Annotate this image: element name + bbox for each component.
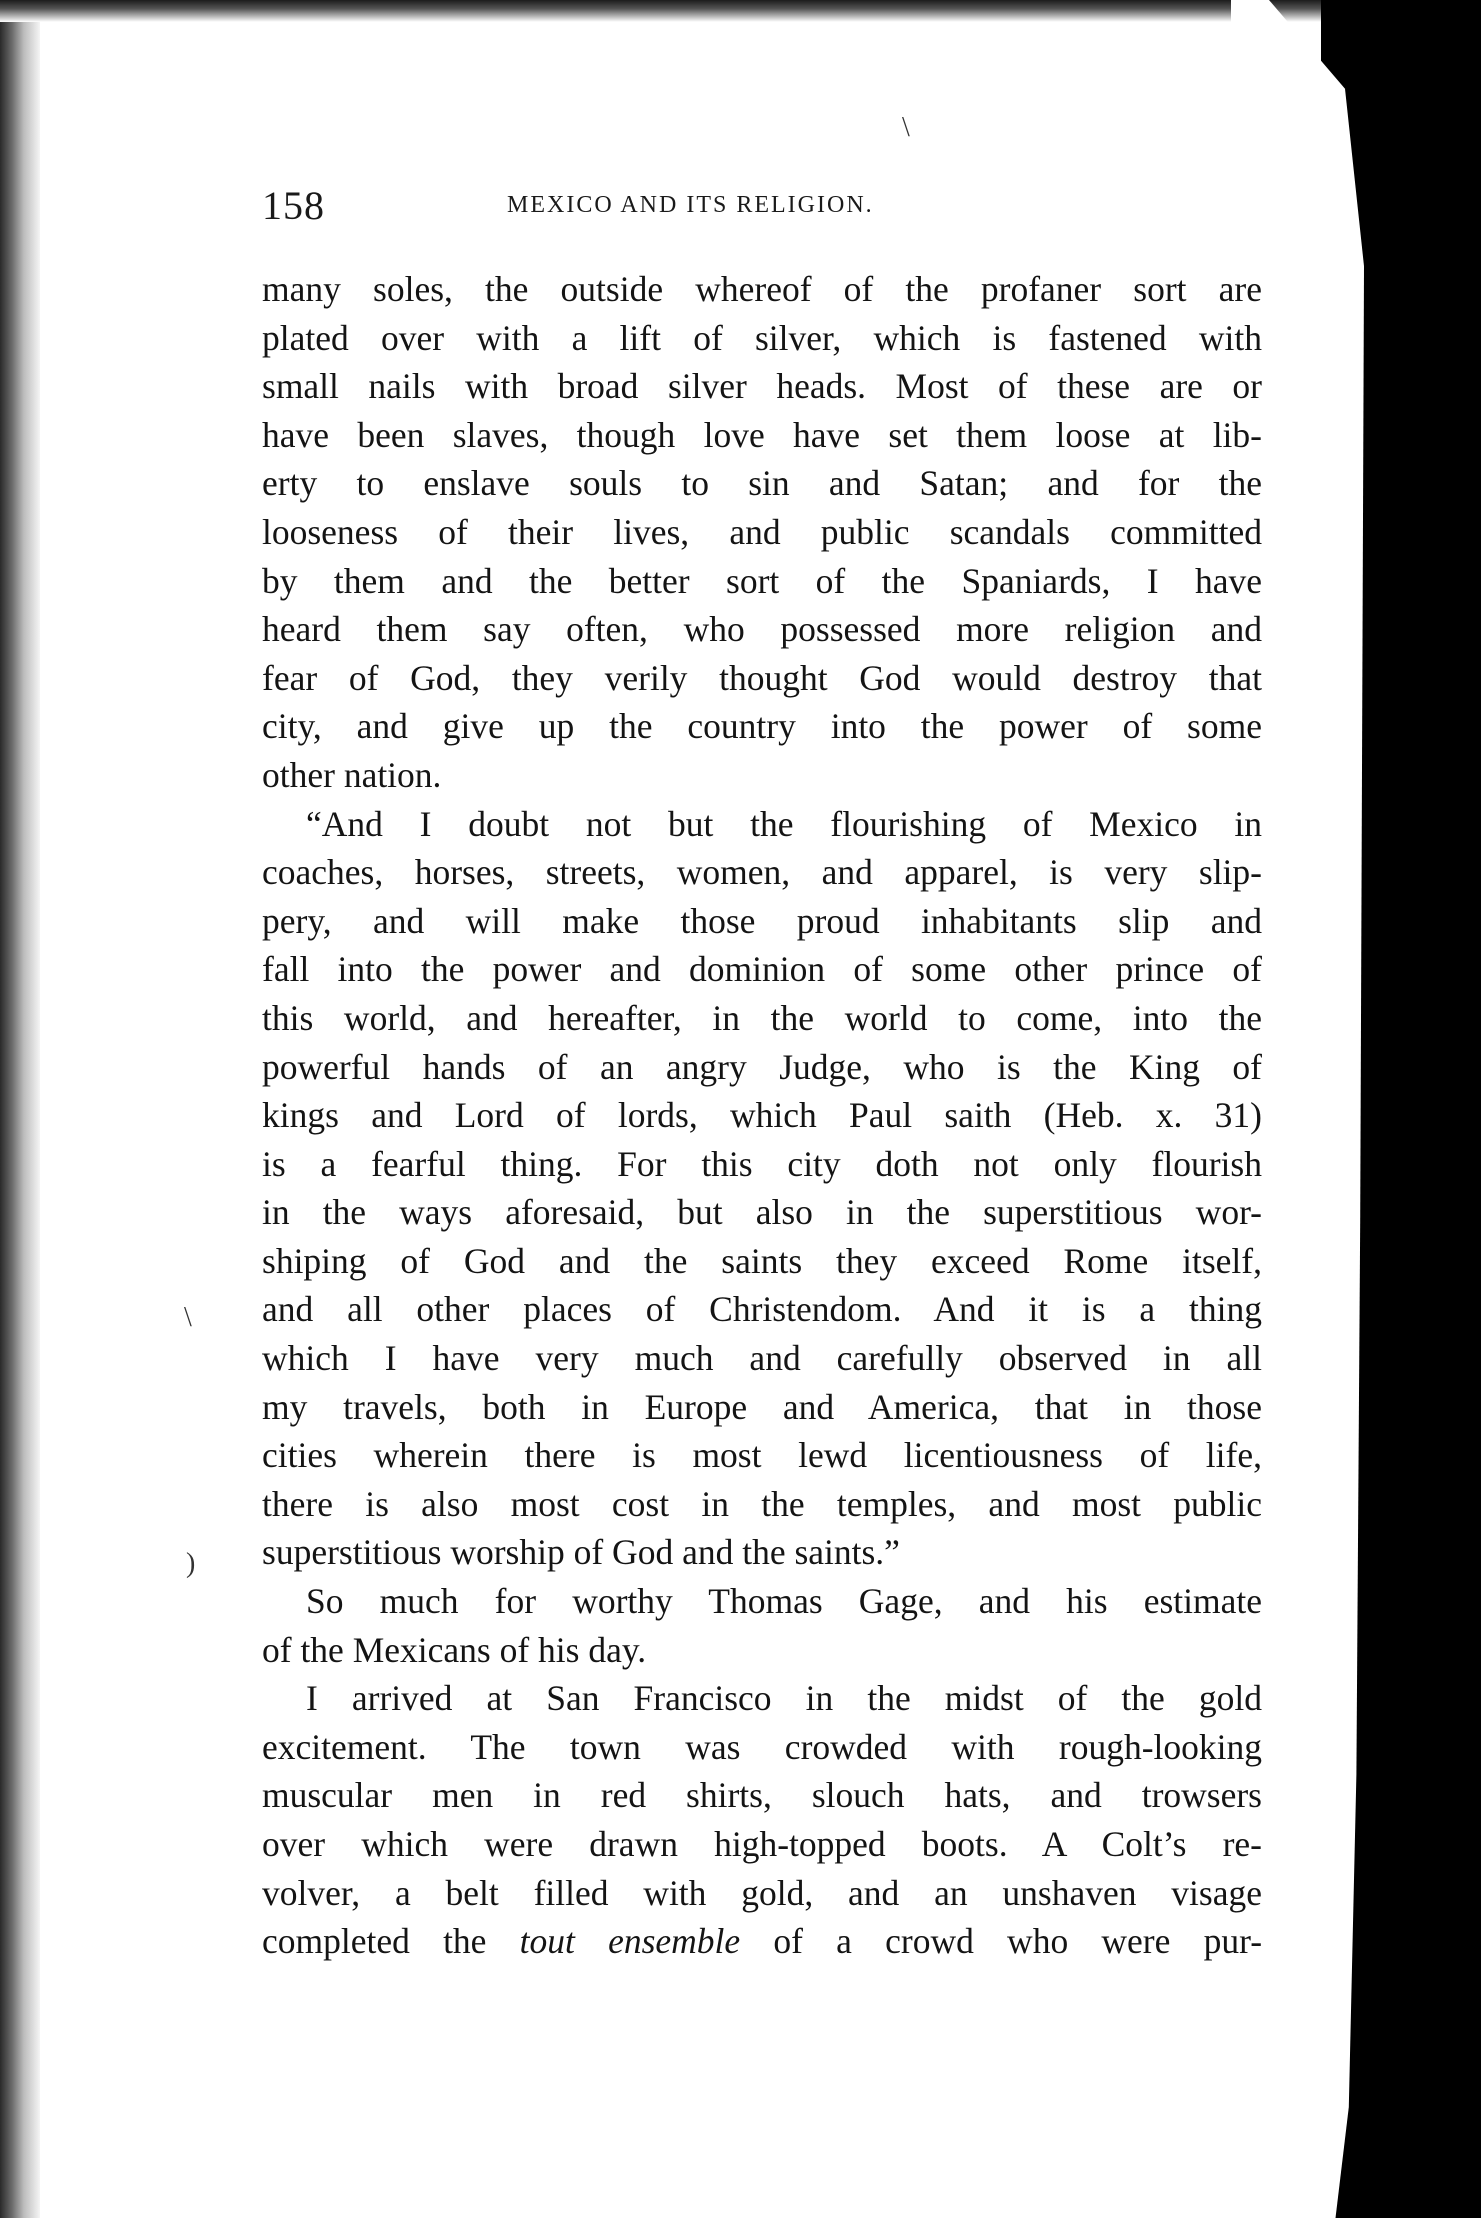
text-line: looseness of their lives, and public scandals committed xyxy=(262,511,1262,552)
text-line: kings and Lord of lords, which Paul saith (Heb. x. 31) xyxy=(262,1095,1262,1136)
text-line: shiping of God and the saints they exceed Rome itself, xyxy=(262,1240,1262,1281)
running-title: MEXICO AND ITS RELIGION. xyxy=(507,192,874,218)
text-line: pery, and will make those proud inhabitants slip and xyxy=(262,900,1262,941)
text-line: which I have very much and carefully observed in all xyxy=(262,1338,1262,1379)
text-line: “And I doubt not but the flourishing of Mexico in xyxy=(306,803,1262,844)
text-line: fear of God, they verily thought God would destroy that xyxy=(262,657,1262,698)
text-line: excitement. The town was crowded with rough-looking xyxy=(262,1726,1262,1767)
text-line: heard them say often, who possessed more religion and xyxy=(262,609,1262,650)
text-line: volver, a belt filled with gold, and an unshaven visage xyxy=(262,1872,1262,1913)
text-line: superstitious worship of God and the saints.” xyxy=(262,1532,900,1573)
text-line: my travels, both in Europe and America, that in those xyxy=(262,1386,1262,1427)
margin-mark: \ xyxy=(902,112,910,143)
text-line: by them and the better sort of the Spaniards, I have xyxy=(262,560,1262,601)
text-line: is a fearful thing. For this city doth not only flourish xyxy=(262,1143,1262,1184)
text-line: coaches, horses, streets, women, and apparel, is very slip- xyxy=(262,852,1262,893)
text-line: there is also most cost in the temples, and most public xyxy=(262,1483,1262,1524)
body-text xyxy=(262,265,1262,1966)
text-line: over which were drawn high-topped boots. A Colt’s re- xyxy=(262,1824,1262,1864)
text-line: other nation. xyxy=(262,754,442,795)
text-line-last xyxy=(262,1917,1262,1966)
text-line: and all other places of Christendom. And it is a thing xyxy=(262,1289,1262,1330)
text-line: in the ways aforesaid, but also in the superstitious wor- xyxy=(262,1192,1262,1233)
text-line: many soles, the outside whereof of the profaner sort are xyxy=(262,269,1262,309)
text-line: this world, and hereafter, in the world to come, into the xyxy=(262,997,1262,1038)
text-line: powerful hands of an angry Judge, who is the King of xyxy=(262,1046,1262,1087)
margin-mark: ) xyxy=(186,1548,196,1579)
text-line: muscular men in red shirts, slouch hats, and trowsers xyxy=(262,1775,1262,1816)
text-line: city, and give up the country into the power of some xyxy=(262,706,1262,747)
text-line: plated over with a lift of silver, which is fastened with xyxy=(262,317,1262,358)
text-line: cities wherein there is most lewd licentiousness of life, xyxy=(262,1435,1262,1476)
text-line: of the Mexicans of his day. xyxy=(262,1629,647,1670)
text-line: So much for worthy Thomas Gage, and his estimate xyxy=(306,1581,1262,1622)
text-segment: of a crowd who were pur- xyxy=(740,1921,1262,1962)
page-number: 158 xyxy=(262,183,325,228)
text-line: small nails with broad silver heads. Most of these are or xyxy=(262,366,1262,407)
running-head xyxy=(262,182,1262,242)
text-line: fall into the power and dominion of some other prince of xyxy=(262,949,1262,990)
text-line: erty to enslave souls to sin and Satan; and for the xyxy=(262,463,1262,504)
text-line: have been slaves, though love have set them loose at lib- xyxy=(262,414,1262,455)
italic-phrase: tout ensemble xyxy=(519,1921,741,1962)
text-segment: completed the xyxy=(262,1921,520,1962)
binding-shadow xyxy=(0,0,40,2218)
text-line: I arrived at San Francisco in the midst of the gold xyxy=(306,1678,1262,1719)
margin-mark: \ xyxy=(184,1302,192,1333)
